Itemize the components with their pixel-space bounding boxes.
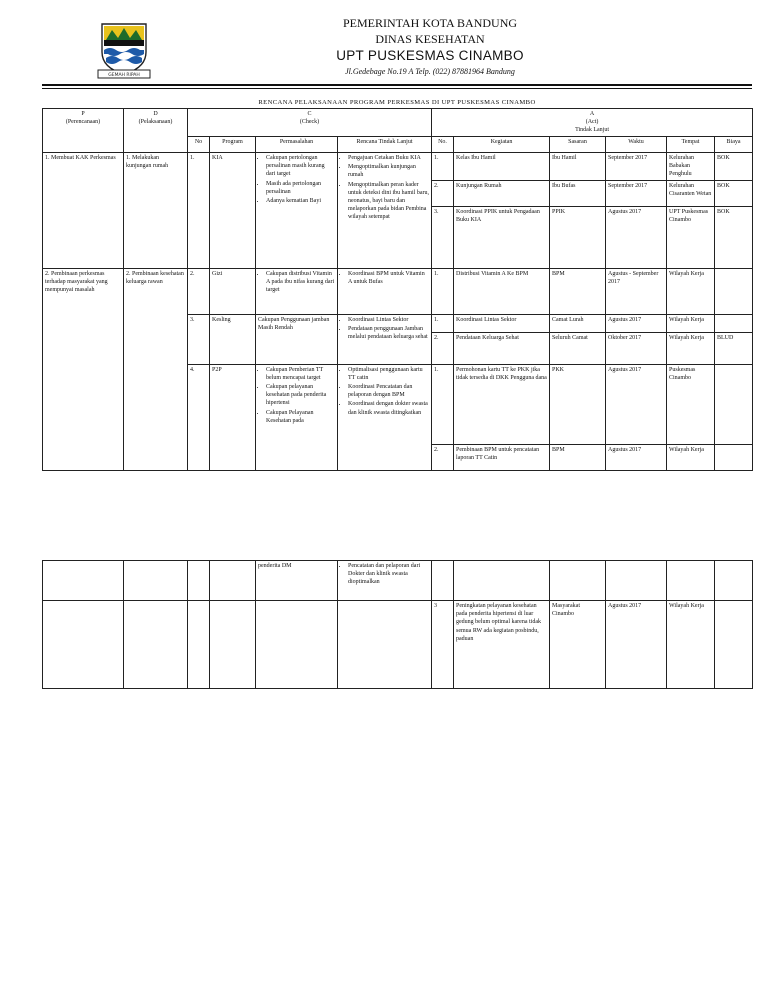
cell-act-no: 2. (432, 444, 454, 470)
col-permasalahan: Permasalahan (256, 137, 338, 153)
cell-program: P2P (210, 364, 256, 470)
cell-waktu: Agustus 2017 (606, 444, 667, 470)
list-item: • Mengoptimalkan kunjungan rumah (348, 163, 429, 179)
cell-biaya (715, 364, 753, 444)
cell-sasaran: Seluruh Camat (550, 332, 606, 364)
cell-tempat (667, 561, 715, 601)
cell-act-no: 1. (432, 364, 454, 444)
cell-permasalahan (256, 364, 338, 470)
cell-sasaran: Ibu Bufas (550, 180, 606, 206)
list-item: • Cakupan Pelayanan Kesehatan pada (266, 409, 335, 425)
col-waktu: Waktu (606, 137, 667, 153)
cell-permasalahan (256, 268, 338, 314)
table-row (43, 561, 753, 601)
cell-d (124, 601, 188, 689)
continuation-table (42, 560, 753, 689)
cell-rencana (338, 268, 432, 314)
col-p-sub: (Perencanaan) (65, 119, 101, 126)
cell-biaya (715, 314, 753, 332)
col-c-label: C (307, 111, 312, 117)
list-item: • Koordinasi BPM untuk Vitamin A untuk Bufas (348, 270, 429, 286)
cell-waktu: Agustus 2017 (606, 314, 667, 332)
col-a-label: A (589, 111, 595, 117)
list-item: • Pengajuan Cetakan Buku KIA (348, 154, 429, 162)
list-item: • Pendataan penggunaan Jamban melalui pendataan keluarga sehat (348, 325, 429, 341)
col-tempat: Tempat (667, 137, 715, 153)
col-d-sub: (Pelaksanaan) (138, 119, 173, 126)
cell-rencana (338, 364, 432, 470)
cell-kegiatan: Kunjungan Rumah (454, 180, 550, 206)
cell-tempat: Kelurahan Babakan Penghulu (667, 153, 715, 181)
table-row (43, 268, 753, 314)
col-sasaran: Sasaran (550, 137, 606, 153)
cell-act-no: 1. (432, 153, 454, 181)
header-row-1 (43, 109, 753, 137)
cell-kegiatan: Kelas Ibu Hamil (454, 153, 550, 181)
cell-program: KIA (210, 153, 256, 269)
cell-sasaran: PKK (550, 364, 606, 444)
cell-act-no (432, 561, 454, 601)
cell-no: 3. (188, 314, 210, 364)
cell-permasalahan (256, 153, 338, 269)
cell-act-no: 2. (432, 180, 454, 206)
list-item: • Optimalisasi penggunaan kartu TT catin (348, 366, 429, 382)
cell-d (124, 561, 188, 601)
list-item: • Koordinasi dengan dokter swasta dan klinik swasta ditingkatkan (348, 400, 429, 416)
cell-no (188, 561, 210, 601)
cell-permasalahan: penderita DM (256, 561, 338, 601)
col-c-sub: (Check) (299, 119, 320, 126)
col-a (432, 109, 753, 137)
cell-no: 1. (188, 153, 210, 269)
cell-waktu: September 2017 (606, 153, 667, 181)
cell-d: 2. Pembinaan kesehatan keluarga rawan (124, 268, 188, 470)
logo-motto-text: GEMAH RIPAH (108, 73, 140, 78)
cell-no (188, 601, 210, 689)
cell-act-no: 1. (432, 268, 454, 314)
cell-rencana (338, 153, 432, 269)
city-logo (96, 18, 152, 80)
cell-biaya: BOK (715, 153, 753, 181)
cell-p: 1. Membuat KAK Perkesmas (43, 153, 124, 269)
cell-kegiatan: Pendataan Keluarga Sehat (454, 332, 550, 364)
cell-sasaran: BPM (550, 268, 606, 314)
cell-kegiatan: Peningkatan pelayanan kesehatan pada penderita hipertensi di luar gedung belum optimal karena tidak semua RW ada kegiatan posbindu, paduan (454, 601, 550, 689)
list-item: • Masih ada pertolongan persalinan (266, 180, 335, 196)
col-a-sub: (Act) (585, 119, 599, 126)
cell-sasaran: BPM (550, 444, 606, 470)
cell-tempat: Puskesmas Cinambo (667, 364, 715, 444)
cell-waktu: September 2017 (606, 180, 667, 206)
cell-rencana (338, 601, 432, 689)
cell-permasalahan: Cakupan Penggunaan jamban Masih Rendah (256, 314, 338, 364)
cell-sasaran: Ibu Hamil (550, 153, 606, 181)
list-item: • Cakupan pelayanan kesehatan pada penderita hipertensi (266, 383, 335, 408)
cell-kegiatan: Koordinasi PPIK untuk Pengadaan Buku KIA (454, 206, 550, 268)
cell-biaya (715, 561, 753, 601)
cell-biaya: BLUD (715, 332, 753, 364)
cell-biaya (715, 268, 753, 314)
cell-act-no: 1. (432, 314, 454, 332)
table-row (43, 601, 753, 689)
cell-permasalahan (256, 601, 338, 689)
header-rule-thin (42, 88, 752, 89)
list-item: • Cakupan pertolongan persalinan masih kurang dari target (266, 154, 335, 179)
cell-act-no: 2. (432, 332, 454, 364)
list-item: • Mengoptimalkan peran kader untuk deteksi dini ibu hamil baru, neonatus, bayi baru dan melaporkan pada bidan Pembina wilayah setempat (348, 181, 429, 222)
cell-biaya (715, 601, 753, 689)
cell-tempat: Kelurahan Cisaranten Wetan (667, 180, 715, 206)
col-p-label: P (81, 111, 85, 117)
cell-biaya: BOK (715, 180, 753, 206)
cell-program (210, 601, 256, 689)
cell-kegiatan: Pembinaan BPM untuk pencatatan laporan TT Catin (454, 444, 550, 470)
cell-no: 2. (188, 268, 210, 314)
cell-kegiatan: Koordinasi Lintas Sektor (454, 314, 550, 332)
cell-act-no: 3. (432, 206, 454, 268)
cell-biaya (715, 444, 753, 470)
list-item: • Cakupan Pemberian TT belum mencapai target (266, 366, 335, 382)
header-government: PEMERINTAH KOTA BANDUNG (342, 16, 518, 30)
cell-rencana (338, 561, 432, 601)
col-d-label: D (153, 111, 158, 117)
cell-rencana (338, 314, 432, 364)
cell-act-no: 3 (432, 601, 454, 689)
cell-kegiatan (454, 561, 550, 601)
col-no: No (188, 137, 210, 153)
cell-waktu: Agustus 2017 (606, 206, 667, 268)
header-institution: UPT PUSKESMAS CINAMBO (336, 48, 524, 63)
col-biaya: Biaya (715, 137, 753, 153)
header-department: DINAS KESEHATAN (375, 32, 485, 46)
col-no2: No. (432, 137, 454, 153)
cell-tempat: Wilayah Kerja (667, 444, 715, 470)
table-row (43, 153, 753, 181)
cell-tempat: Wilayah Kerja (667, 268, 715, 314)
cell-waktu: Agustus - September 2017 (606, 268, 667, 314)
header-rule-thick (42, 84, 752, 86)
header-address: Jl.Gedebage No.19 A Telp. (022) 87881964 Bandung (345, 67, 515, 76)
list-item: • Pencatatan dan pelaporan dari Dokter dan klinik swasta dioptimalkan (348, 562, 429, 587)
list-item: • Cakupan distribusi Vitamin A pada ibu nifas kurang dari target (266, 270, 335, 295)
document-title: RENCANA PELAKSANAAN PROGRAM PERKESMAS DI UPT PUSKESMAS CINAMBO (258, 99, 536, 106)
cell-tempat: UPT Puskesmas Cinambo (667, 206, 715, 268)
cell-p: 2. Pembinaan perkesmas terhadap masyarakat yang mempunyai masalah (43, 268, 124, 470)
cell-waktu: Agustus 2017 (606, 364, 667, 444)
list-item: • Adanya kematian Bayi (266, 197, 335, 205)
cell-program: Kesling (210, 314, 256, 364)
col-tindak-lanjut: Tindak Lanjut (575, 127, 610, 134)
list-item: • Koordinasi Lintas Sektor (348, 316, 429, 324)
cell-p (43, 601, 124, 689)
col-p (43, 109, 124, 153)
list-item: • Koordinasi Pencatatan dan pelaporan dengan BPM (348, 383, 429, 399)
cell-program: Gizi (210, 268, 256, 314)
col-c (188, 109, 432, 137)
cell-tempat: Wilayah Kerja (667, 314, 715, 332)
cell-kegiatan: Distribusi Vitamin A Ke BPM (454, 268, 550, 314)
cell-waktu: Oktober 2017 (606, 332, 667, 364)
cell-tempat: Wilayah Kerja (667, 601, 715, 689)
cell-waktu: Agustus 2017 (606, 601, 667, 689)
plan-table (42, 108, 753, 471)
cell-p (43, 561, 124, 601)
cell-biaya: BOK (715, 206, 753, 268)
cell-sasaran: Camat Lurah (550, 314, 606, 332)
col-kegiatan: Kegiatan (454, 137, 550, 153)
cell-d: 1. Melakukan kunjungan rumah (124, 153, 188, 269)
cell-sasaran: Masyarakat Cinambo (550, 601, 606, 689)
cell-no: 4. (188, 364, 210, 470)
cell-waktu (606, 561, 667, 601)
cell-sasaran (550, 561, 606, 601)
cell-tempat: Wilayah Kerja (667, 332, 715, 364)
cell-kegiatan: Permohonan kartu TT ke PKK jika tidak tersedia di DKK Pengguna dana (454, 364, 550, 444)
cell-program (210, 561, 256, 601)
col-program: Program (210, 137, 256, 153)
col-d (124, 109, 188, 153)
cell-sasaran: PPIK (550, 206, 606, 268)
col-rencana: Rencana Tindak Lanjut (338, 137, 432, 153)
